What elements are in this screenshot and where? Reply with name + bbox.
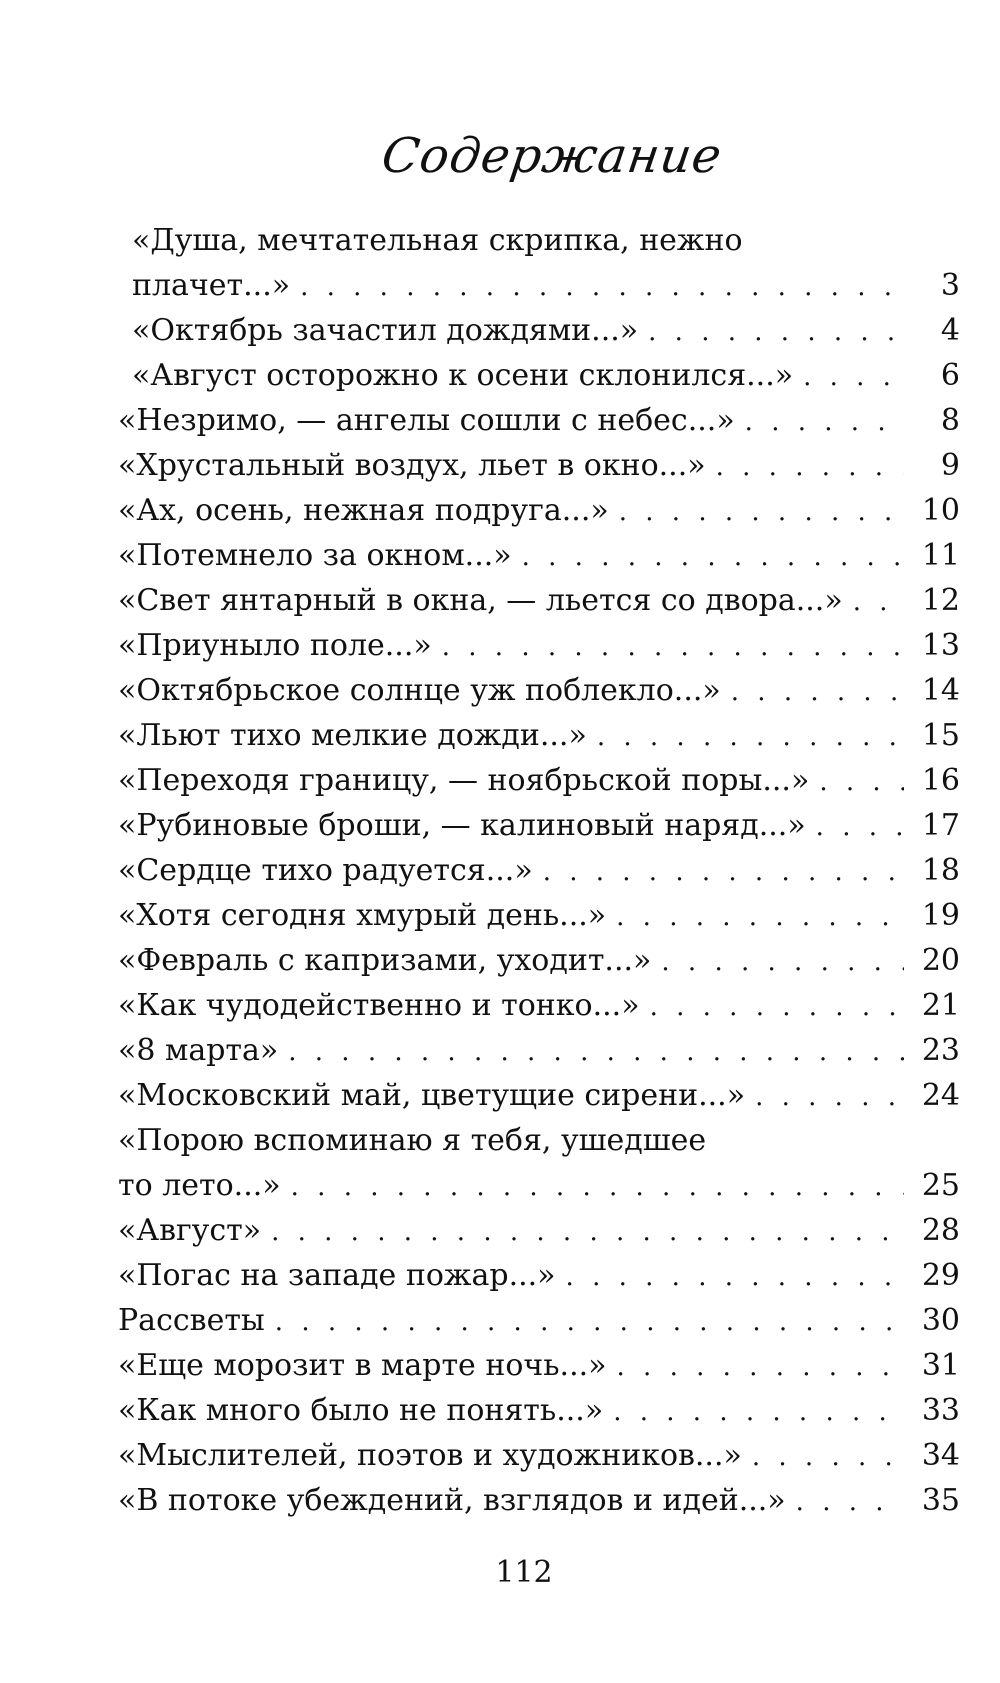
toc-page-number: 25 <box>921 1168 960 1203</box>
toc-entry-title: «Потемнело за окном...» <box>118 538 512 573</box>
dot-leader <box>752 1435 904 1480</box>
toc-page-number: 17 <box>921 808 960 843</box>
toc-page-number: 13 <box>921 628 960 663</box>
toc-entry-title-line1: «Душа, мечтательная скрипка, нежно <box>132 223 743 258</box>
toc-entry-title: «Московский май, цветущие сирени...» <box>118 1078 746 1113</box>
toc-entry-row <box>132 263 960 308</box>
toc-page-number: 31 <box>921 1348 960 1383</box>
toc-entry-title: «Незримо, — ангелы сошли с небес...» <box>118 403 735 438</box>
toc-entry-title: «Свет янтарный в окна, — льется со двора...» <box>118 583 843 618</box>
dot-leader <box>803 355 904 400</box>
toc-entry <box>118 713 960 758</box>
toc-entry <box>118 983 960 1028</box>
toc-entry <box>118 1433 960 1478</box>
toc-page-number: 23 <box>921 1033 960 1068</box>
dot-leader <box>566 1255 904 1300</box>
toc-page-number: 29 <box>921 1258 960 1293</box>
toc-entry-title: Рассветы <box>118 1303 265 1338</box>
toc-entry-title: «Переходя границу, — ноябрьской поры...» <box>118 763 810 798</box>
toc-entry-title: «Хрустальный воздух, льет в окно...» <box>118 448 706 483</box>
toc-entry-title: «Февраль с капризами, уходит...» <box>118 943 652 978</box>
toc-entry-title: «Рубиновые броши, — калиновый наряд...» <box>118 808 806 843</box>
toc-page-number: 30 <box>921 1303 960 1338</box>
toc-entry <box>118 1073 960 1118</box>
toc-entry-title: «Октябрь зачастил дождями...» <box>132 313 639 348</box>
toc-entry <box>118 443 960 488</box>
toc-page-number: 3 <box>940 268 960 303</box>
toc-page-number: 35 <box>921 1483 960 1518</box>
dot-leader <box>616 895 904 940</box>
toc-page-number: 16 <box>921 763 960 798</box>
toc-entry <box>118 398 960 443</box>
toc-page-number: 34 <box>921 1438 960 1473</box>
toc-entry-title: «Сердце тихо радуется...» <box>118 853 533 888</box>
dot-leader <box>853 580 904 625</box>
toc-entry <box>118 578 960 623</box>
toc-page-number: 15 <box>921 718 960 753</box>
toc-entry-title-line2: плачет...» <box>132 268 291 303</box>
toc-entry <box>118 1388 960 1433</box>
toc-entry <box>118 1298 960 1343</box>
toc-entry <box>118 1253 960 1298</box>
toc-entry-title: «В потоке убеждений, взглядов и идей...» <box>118 1483 786 1518</box>
dot-leader <box>755 1075 904 1120</box>
toc-page-number: 4 <box>940 313 960 348</box>
toc-entry-title: «Август» <box>118 1213 262 1248</box>
dot-leader <box>650 985 904 1030</box>
dot-leader <box>613 1390 904 1435</box>
dot-leader <box>617 1345 904 1390</box>
table-of-contents <box>118 218 960 1523</box>
toc-entry-title: «Льют тихо мелкие дожди...» <box>118 718 587 753</box>
toc-entry <box>118 803 960 848</box>
toc-entry <box>118 1028 960 1073</box>
dot-leader <box>648 310 904 355</box>
toc-entry-title: «Мыслителей, поэтов и художников...» <box>118 1438 742 1473</box>
toc-page-number: 33 <box>921 1393 960 1428</box>
toc-entry <box>118 533 960 578</box>
toc-entry <box>118 1343 960 1388</box>
toc-entry <box>118 893 960 938</box>
toc-page-number: 12 <box>921 583 960 618</box>
toc-entry <box>118 308 960 353</box>
toc-page-number: 20 <box>921 943 960 978</box>
toc-entry-title: «Ах, осень, нежная подруга...» <box>118 493 609 528</box>
toc-entry <box>118 1118 960 1208</box>
toc-page-number: 8 <box>940 403 960 438</box>
dot-leader <box>731 670 904 715</box>
toc-page-number: 6 <box>940 358 960 393</box>
dot-leader <box>661 940 904 985</box>
toc-entry <box>118 668 960 713</box>
toc-entry <box>118 1208 960 1253</box>
dot-leader <box>275 1300 904 1345</box>
toc-page-number: 21 <box>921 988 960 1023</box>
toc-entry-title: «Октябрьское солнце уж поблекло...» <box>118 673 721 708</box>
toc-entry-title: «Приуныло поле...» <box>118 628 432 663</box>
toc-entry <box>118 623 960 668</box>
dot-leader <box>288 1030 904 1075</box>
toc-entry-title: «Как много было не понять...» <box>118 1393 604 1428</box>
toc-page-number: 28 <box>921 1213 960 1248</box>
dot-leader <box>716 445 904 490</box>
toc-entry-title: «Хотя сегодня хмурый день...» <box>118 898 607 933</box>
toc-entry-title: «Еще морозит в марте ночь...» <box>118 1348 607 1383</box>
toc-entry <box>118 938 960 983</box>
toc-page-number: 18 <box>921 853 960 888</box>
dot-leader <box>543 850 904 895</box>
dot-leader <box>816 805 904 850</box>
page-number-footer: 112 <box>495 1555 553 1590</box>
toc-page-number: 10 <box>921 493 960 528</box>
toc-page-number: 19 <box>921 898 960 933</box>
dot-leader <box>819 760 904 805</box>
toc-entry-title: «Август осторожно к осени склонился...» <box>132 358 794 393</box>
dot-leader <box>745 400 904 445</box>
toc-entry <box>118 353 960 398</box>
toc-entry-title: «Погас на западе пожар...» <box>118 1258 556 1293</box>
toc-page-number: 14 <box>921 673 960 708</box>
dot-leader <box>300 265 904 310</box>
dot-leader <box>291 1165 904 1210</box>
dot-leader <box>796 1480 904 1525</box>
toc-page-number: 24 <box>921 1078 960 1113</box>
toc-page-number: 11 <box>921 538 960 573</box>
toc-entry-title: «Как чудодейственно и тонко...» <box>118 988 640 1023</box>
toc-page-number: 9 <box>940 448 960 483</box>
toc-entry-title-line1: «Порою вспоминаю я тебя, ушедшее <box>118 1123 707 1158</box>
toc-entry <box>118 848 960 893</box>
toc-entry <box>118 758 960 803</box>
dot-leader <box>522 535 904 580</box>
page-title: Содержание <box>378 128 726 184</box>
dot-leader <box>442 625 904 670</box>
dot-leader <box>271 1210 904 1255</box>
toc-entry <box>118 218 960 308</box>
toc-entry-title: «8 марта» <box>118 1033 279 1068</box>
dot-leader <box>597 715 904 760</box>
toc-entry <box>118 488 960 533</box>
dot-leader <box>619 490 904 535</box>
toc-entry-row <box>118 1163 960 1208</box>
toc-entry <box>118 1478 960 1523</box>
toc-entry-title-line2: то лето...» <box>118 1168 281 1203</box>
